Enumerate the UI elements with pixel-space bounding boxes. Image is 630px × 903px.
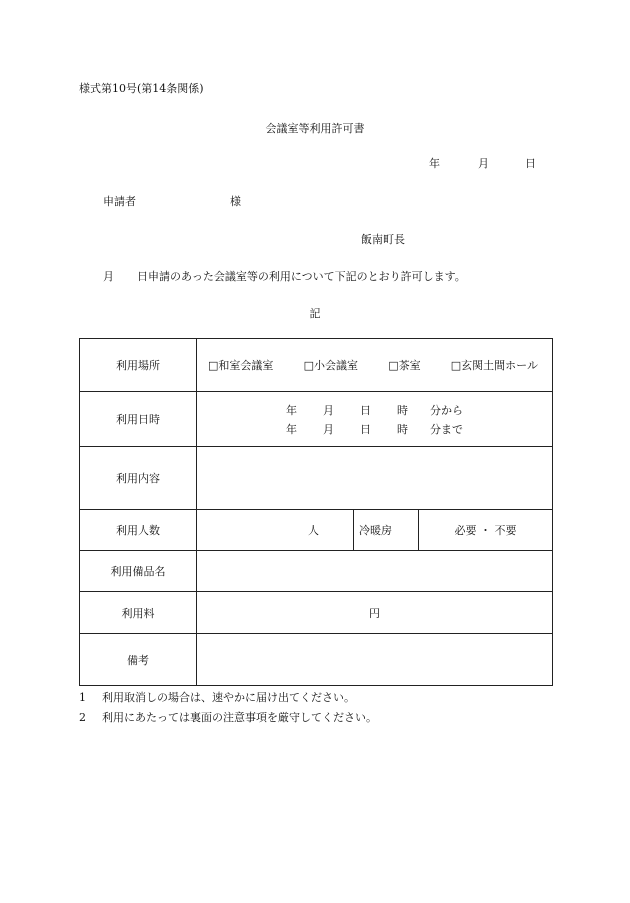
permit-table bbox=[79, 338, 553, 686]
body-text: 日申請のあった会議室等の利用について下記のとおり許可します。 bbox=[137, 270, 466, 283]
content-row bbox=[80, 447, 553, 510]
note-text: 利用にあたっては裏面の注意事項を厳守してください。 bbox=[102, 711, 377, 724]
facility-washitsu-checkbox[interactable]: □和室会議室 bbox=[208, 359, 274, 372]
aircon-label: 冷暖房 bbox=[354, 510, 419, 551]
count-input[interactable]: 人 bbox=[197, 510, 354, 551]
note-item bbox=[79, 689, 355, 705]
note-number: 1 bbox=[79, 691, 86, 704]
issuer-name: 飯南町長 bbox=[361, 233, 405, 246]
remarks-label: 備考 bbox=[80, 634, 197, 686]
remarks-input[interactable] bbox=[197, 634, 553, 686]
aircon-options[interactable]: 必要 ・ 不要 bbox=[419, 510, 553, 551]
equipment-row bbox=[80, 551, 553, 592]
facility-tea-room-checkbox[interactable]: □茶室 bbox=[388, 359, 421, 372]
datetime-label: 利用日時 bbox=[80, 392, 197, 447]
date-month-label: 月 bbox=[478, 157, 489, 170]
date-day-label: 日 bbox=[525, 157, 536, 170]
form-number: 様式第10号(第14条関係) bbox=[79, 82, 204, 95]
place-row bbox=[80, 339, 553, 392]
count-row bbox=[80, 510, 553, 551]
datetime-cell[interactable] bbox=[197, 392, 553, 447]
equipment-input[interactable] bbox=[197, 551, 553, 592]
facility-small-room-checkbox[interactable]: □小会議室 bbox=[303, 359, 358, 372]
content-label: 利用内容 bbox=[80, 447, 197, 510]
datetime-row bbox=[80, 392, 553, 447]
applicant-label: 申請者 bbox=[103, 195, 136, 208]
remarks-row bbox=[80, 634, 553, 686]
fee-label: 利用料 bbox=[80, 592, 197, 634]
equipment-label: 利用備品名 bbox=[80, 551, 197, 592]
document-title: 会議室等利用許可書 bbox=[265, 122, 365, 135]
note-text: 利用取消しの場合は、速やかに届け出てください。 bbox=[102, 691, 355, 704]
body-month-label: 月 bbox=[103, 270, 114, 283]
content-input[interactable] bbox=[197, 447, 553, 510]
fee-input[interactable]: 円 bbox=[197, 592, 553, 634]
place-label: 利用場所 bbox=[80, 339, 197, 392]
fee-row bbox=[80, 592, 553, 634]
place-cell bbox=[197, 339, 553, 392]
note-number: 2 bbox=[79, 711, 86, 724]
datetime-from-line: 年 月 日 時 分から bbox=[286, 403, 463, 417]
datetime-to-line: 年 月 日 時 分まで bbox=[286, 422, 463, 436]
facility-entrance-hall-checkbox[interactable]: □玄関土間ホール bbox=[450, 359, 538, 372]
count-label: 利用人数 bbox=[80, 510, 197, 551]
note-item bbox=[79, 709, 377, 725]
ki-heading: 記 bbox=[309, 307, 321, 320]
applicant-suffix: 様 bbox=[230, 195, 241, 208]
date-year-label: 年 bbox=[429, 157, 440, 170]
